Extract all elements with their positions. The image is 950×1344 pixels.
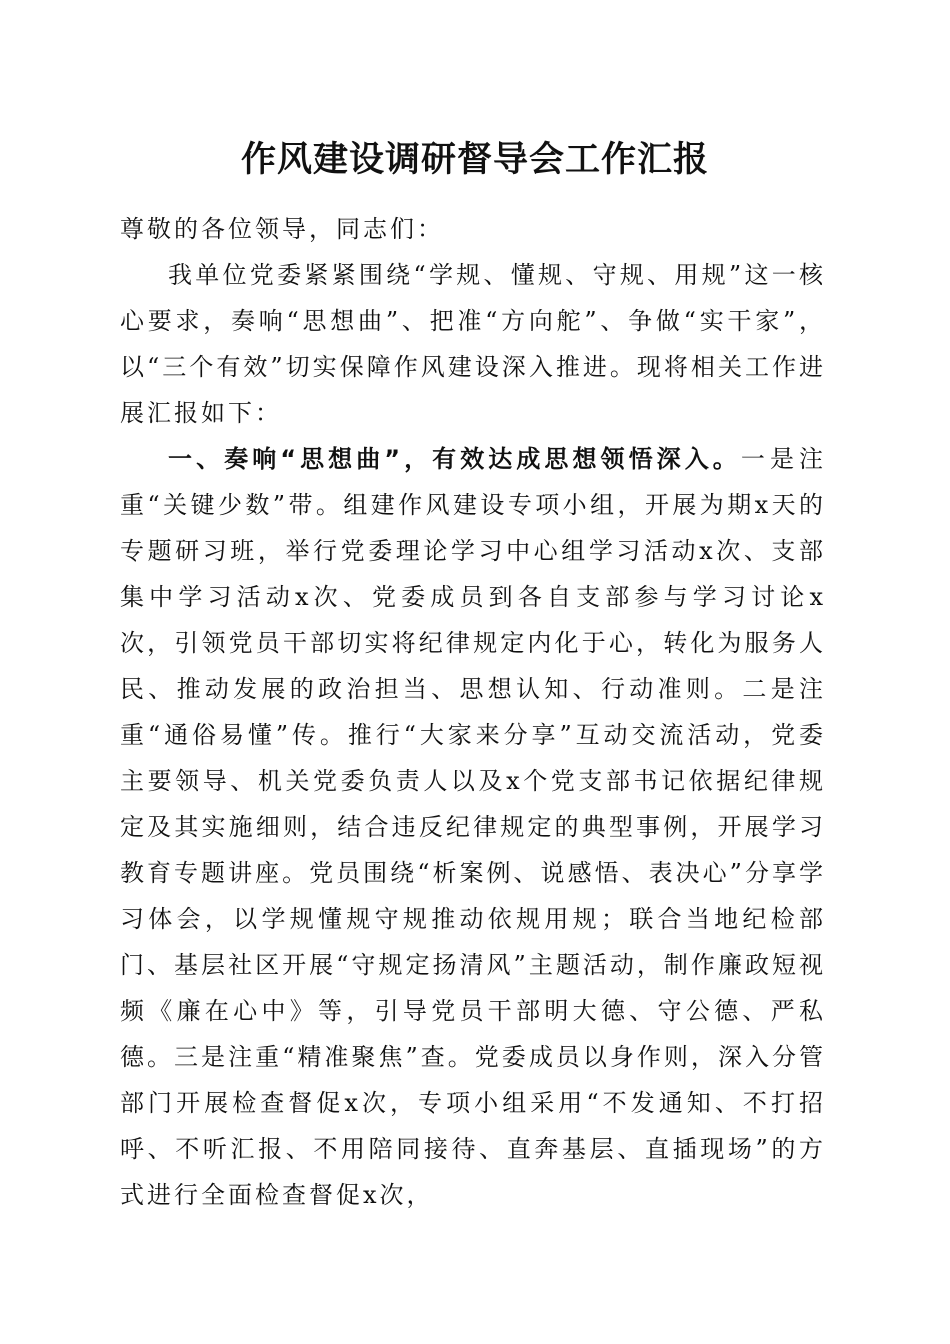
salutation: 尊敬的各位领导，同志们： bbox=[120, 215, 444, 243]
section-1-body: 一是注重“关键少数”带。组建作风建设专项小组，开展为期x天的专题研习班，举行党委理论学习中心组学习活动x次、支部集中学习活动x次、党委成员到各自支部参与学习讨论x次，引领党员干部切实将纪律规定内化于心，转化为服务人民、推动发展的政治担当、思想认知、行动准则。二是注重“通俗易懂”传。推行“大家来分享”互动交流活动，党委主要领导、机关党委负责人以及x个党支部书记依据纪律规定及其实施细则，结合违反纪律规定的典型事例，开展学习教育专题讲座。党员围绕“析案例、说感悟、表决心”分享学习体会，以学规懂规守规推动依规用规；联合当地纪检部门、基层社区开展“守规定扬清风”主题活动，制作廉政短视频《廉在心中》等，引导党员干部明大德、守公德、严私德。三是注重“精准聚焦”查。党委成员以身作则，深入分管部门开展检查督促x次，专项小组采用“不发通知、不打招呼、不听汇报、不用陪同接待、直奔基层、直插现场”的方式进行全面检查督促x次， bbox=[120, 445, 827, 1209]
intro-paragraph: 我单位党委紧紧围绕“学规、懂规、守规、用规”这一核心要求，奏响“思想曲”、把准“方向舵”、争做“实干家”，以“三个有效”切实保障作风建设深入推进。现将相关工作进展汇报如下： bbox=[120, 261, 826, 427]
section-1-paragraph bbox=[120, 436, 826, 1218]
document-title: 作风建设调研督导会工作汇报 bbox=[240, 139, 709, 180]
section-1-heading: 一、奏响“思想曲”，有效达成思想领悟深入。 bbox=[168, 445, 741, 473]
document-body bbox=[120, 200, 826, 1218]
